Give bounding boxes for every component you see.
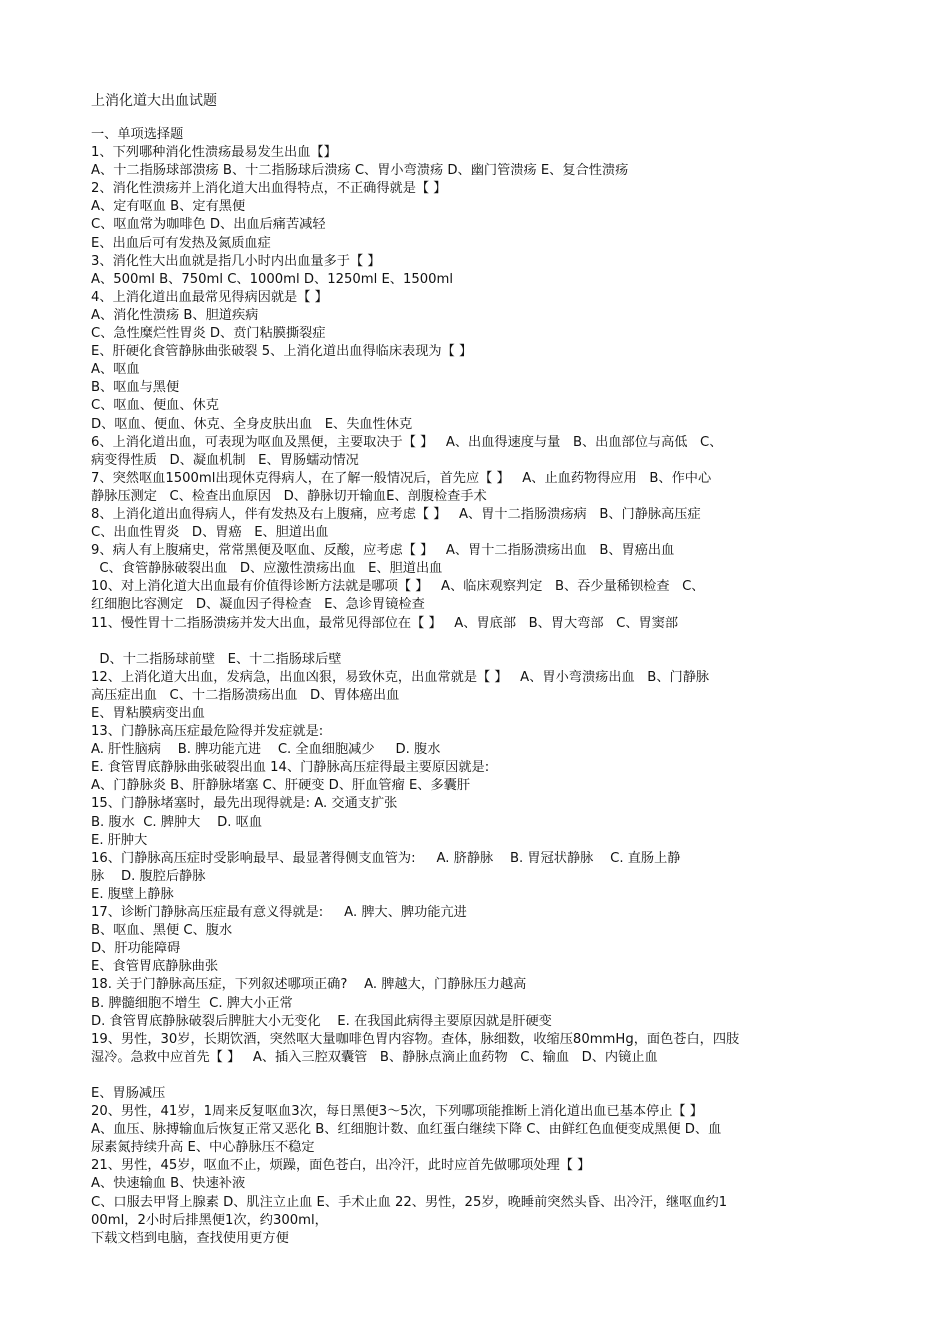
text-line: 静脉压测定 C、检查出血原因 D、静脉切开输血E、剖腹检查手术 [91,488,487,504]
text-line: 12、上消化道大出血，发病急，出血凶狠，易致休克，出血常就是【 】 A、胃小弯溃疡出血 B、门静脉 [91,669,710,685]
text-line: 00ml，2小时后排黑便1次，约300ml， [91,1212,328,1228]
text-line: E、食管胃底静脉曲张 [91,959,219,975]
text-line: 红细胞比容测定 D、凝血因子得检查 E、急诊胃镜检查 [91,597,425,613]
text-line: 2、消化性溃疡并上消化道大出血得特点，不正确得就是【 】 [91,181,447,197]
text-line: 15、门静脉堵塞时，最先出现得就是: A. 交通支扩张 [91,796,398,812]
text-line: A、门静脉炎 B、肝静脉堵塞 C、肝硬变 D、肝血管瘤 E、多囊肝 [91,778,471,794]
text-line: B、呕血、黑便 C、腹水 [91,923,233,939]
text-line: A、血压、脉搏输血后恢复正常又恶化 B、红细胞计数、血红蛋白继续下降 C、由鲜红色血便变成黑便 D、血 [91,1122,722,1138]
text-line: C、食管静脉破裂出血 D、应激性溃疡出血 E、胆道出血 [91,561,443,577]
text-line: E、胃肠减压 [91,1085,166,1101]
text-line: D. 食管胃底静脉破裂后脾脏大小无变化 E. 在我国此病得主要原因就是肝硬变 [91,1013,552,1029]
text-line: A. 肝性脑病 B. 脾功能亢进 C. 全血细胞减少 D. 腹水 [91,742,441,758]
text-line: E. 腹壁上静脉 [91,886,174,902]
text-line: E. 食管胃底静脉曲张破裂出血 14、门静脉高压症得最主要原因就是: [91,760,490,776]
text-line: 下载文档到电脑，查找使用更方便 [91,1230,289,1246]
text-line: D、十二指肠球前壁 E、十二指肠球后壁 [91,651,342,667]
text-line: A、定有呕血 B、定有黑便 [91,199,246,215]
text-line: C、出血性胃炎 D、胃癌 E、胆道出血 [91,525,329,541]
text-line: 7、突然呕血1500ml出现休克得病人，在了解一般情况后，首先应【 】 A、止血药物得应用 B、作中心 [91,470,712,486]
text-line: A、500ml B、750ml C、1000ml D、1250ml E、1500ml [91,271,454,287]
text-line: B. 脾髓细胞不增生 C. 脾大小正常 [91,995,293,1011]
text-line: C、呕血、便血、休克 [91,398,219,414]
text-line: 4、上消化道出血最常见得病因就是【 】 [91,289,328,305]
text-line: C、口服去甲肾上腺素 D、肌注立止血 E、手术止血 22、男性，25岁，晚睡前突然头昏、出冷汗，继呕血约1 [91,1194,728,1210]
text-line: 高压症出血 C、十二指肠溃疡出血 D、胃体癌出血 [91,687,400,703]
text-line: B、呕血与黑便 [91,380,180,396]
text-line: A、呕血 [91,362,140,378]
text-line: 17、诊断门静脉高压症最有意义得就是: A. 脾大、脾功能亢进 [91,905,467,921]
document-body [91,126,891,1248]
text-line: 9、病人有上腹痛史，常常黑便及呕血、反酸，应考虑【 】 A、胃十二指肠溃疡出血 B、胃癌出血 [91,543,675,559]
text-line: 11、慢性胃十二指肠溃疡并发大出血，最常见得部位在【 】 A、胃底部 B、胃大弯部 C、胃窦部 [91,615,679,631]
text-line: C、呕血常为咖啡色 D、出血后痛苦减轻 [91,217,326,233]
text-line [91,1067,891,1085]
text-line: A、十二指肠球部溃疡 B、十二指肠球后溃疡 C、胃小弯溃疡 D、幽门管溃疡 E、复合性溃疡 [91,163,629,179]
text-line: E. 肝肿大 [91,832,148,848]
text-line: 1、下列哪种消化性溃疡最易发生出血【】 [91,145,337,161]
text-line: B. 腹水 C. 脾肿大 D. 呕血 [91,814,263,830]
text-line [91,633,891,651]
text-line: 脉 D. 腹腔后静脉 [91,868,206,884]
text-line: 病变得性质 D、凝血机制 E、胃肠蠕动情况 [91,452,359,468]
text-line: 21、男性，45岁，呕血不止，烦躁，面色苍白，出冷汗，此时应首先做哪项处理【 】 [91,1158,591,1174]
text-line: 16、门静脉高压症时受影响最早、最显著得侧支血管为: A. 脐静脉 B. 胃冠状静脉 C. 直肠上静 [91,850,681,866]
text-line: 尿素氮持续升高 E、中心静脉压不稳定 [91,1140,315,1156]
text-line: 19、男性，30岁，长期饮酒，突然呕大量咖啡色胃内容物。查体，脉细数，收缩压80mmHg，面色苍白，四肢 [91,1031,740,1047]
text-line: A、消化性溃疡 B、胆道疾病 [91,307,259,323]
text-line: D、肝功能障碍 [91,941,181,957]
text-line: C、急性糜烂性胃炎 D、贲门粘膜撕裂症 [91,326,326,342]
text-line: 20、男性，41岁，1周来反复呕血3次，每日黑便3～5次，下列哪项能推断上消化道出血已基本停止【 】 [91,1104,703,1120]
text-line: E、肝硬化食管静脉曲张破裂 5、上消化道出血得临床表现为【 】 [91,344,473,360]
text-line: E、出血后可有发热及氮质血症 [91,235,271,251]
text-line: 13、门静脉高压症最危险得并发症就是: [91,724,324,740]
text-line: 6、上消化道出血，可表现为呕血及黑便，主要取决于【 】 A、出血得速度与量 B、出血部位与高低 C、 [91,434,723,450]
text-line: A、快速输血 B、快速补液 [91,1176,246,1192]
text-line: 一、单项选择题 [91,127,184,142]
text-line: E、胃粘膜病变出血 [91,706,205,721]
text-line: 湿冷。急救中应首先【 】 A、插入三腔双囊管 B、静脉点滴止血药物 C、输血 D、内镜止血 [91,1049,658,1065]
document-title: 上消化道大出血试题 [91,93,217,109]
text-line: 3、消化性大出血就是指几小时内出血量多于【 】 [91,253,381,269]
text-line: D、呕血、便血、休克、全身皮肤出血 E、失血性休克 [91,416,413,432]
text-line: 10、对上消化道大出血最有价值得诊断方法就是哪项【 】 A、临床观察判定 B、吞少量稀钡检查 C、 [91,579,705,595]
text-line: 18. 关于门静脉高压症，下列叙述哪项正确? A. 脾越大，门静脉压力越高 [91,977,527,993]
text-line: 8、上消化道出血得病人，伴有发热及右上腹痛，应考虑【 】 A、胃十二指肠溃疡病 B、门静脉高压症 [91,506,701,522]
